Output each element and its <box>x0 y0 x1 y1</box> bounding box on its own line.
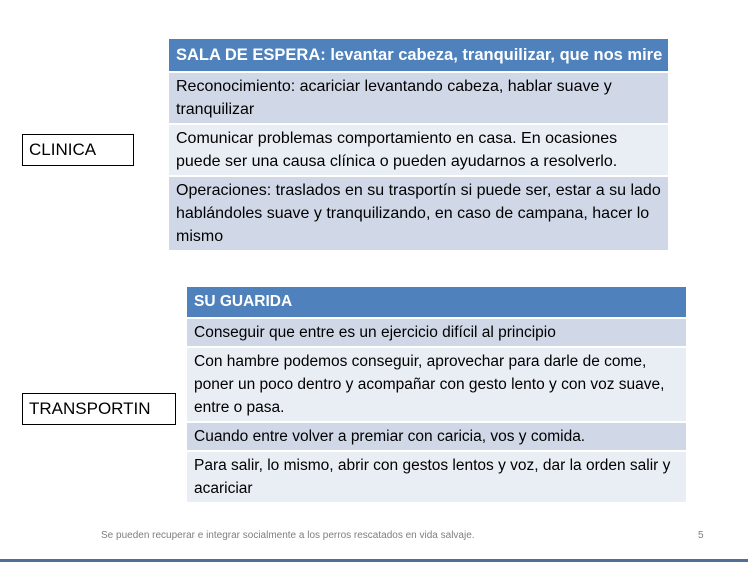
table-row <box>187 347 686 422</box>
footer-text: Se pueden recuperar e integrar socialmente a los perros rescatados en vida salvaje. <box>101 530 475 541</box>
label-transportin: TRANSPORTIN <box>22 393 176 425</box>
table-header-row <box>187 287 686 318</box>
table-cell-cuando-entre: Cuando entre volver a premiar con caricia, vos y comida. <box>187 422 686 451</box>
page-number: 5 <box>698 530 704 541</box>
table-header-row <box>169 39 668 72</box>
table-row <box>187 318 686 347</box>
table-row <box>187 451 686 503</box>
table-row <box>187 422 686 451</box>
table-cell-con-hambre: Con hambre podemos conseguir, aprovechar para darle de come, poner un poco dentro y acompañar con gesto lento y con voz suave, entre o pasa. <box>187 347 686 422</box>
table-cell-comunicar-problemas: Comunicar problemas comportamiento en casa. En ocasiones puede ser una causa clínica o pueden ayudarnos a resolverlo. <box>169 124 668 176</box>
label-clinica: CLINICA <box>22 134 134 166</box>
table-cell-reconocimiento: Reconocimiento: acariciar levantando cabeza, hablar suave y tranquilizar <box>169 72 668 124</box>
bottom-divider <box>0 559 748 562</box>
table-header-sala-de-espera: SALA DE ESPERA: levantar cabeza, tranquilizar, que nos mire <box>169 39 668 72</box>
table-su-guarida <box>187 287 686 504</box>
table-cell-operaciones: Operaciones: traslados en su trasportín si puede ser, estar a su lado hablándoles suave y tranquilizando, en caso de campana, hacer lo mismo <box>169 176 668 251</box>
table-row <box>169 176 668 251</box>
table-sala-de-espera <box>169 39 668 252</box>
table-row <box>169 124 668 176</box>
table-row <box>169 72 668 124</box>
table-header-su-guarida: SU GUARIDA <box>187 287 686 318</box>
table-cell-para-salir: Para salir, lo mismo, abrir con gestos lentos y voz, dar la orden salir y acariciar <box>187 451 686 503</box>
table-cell-conseguir: Conseguir que entre es un ejercicio difícil al principio <box>187 318 686 347</box>
